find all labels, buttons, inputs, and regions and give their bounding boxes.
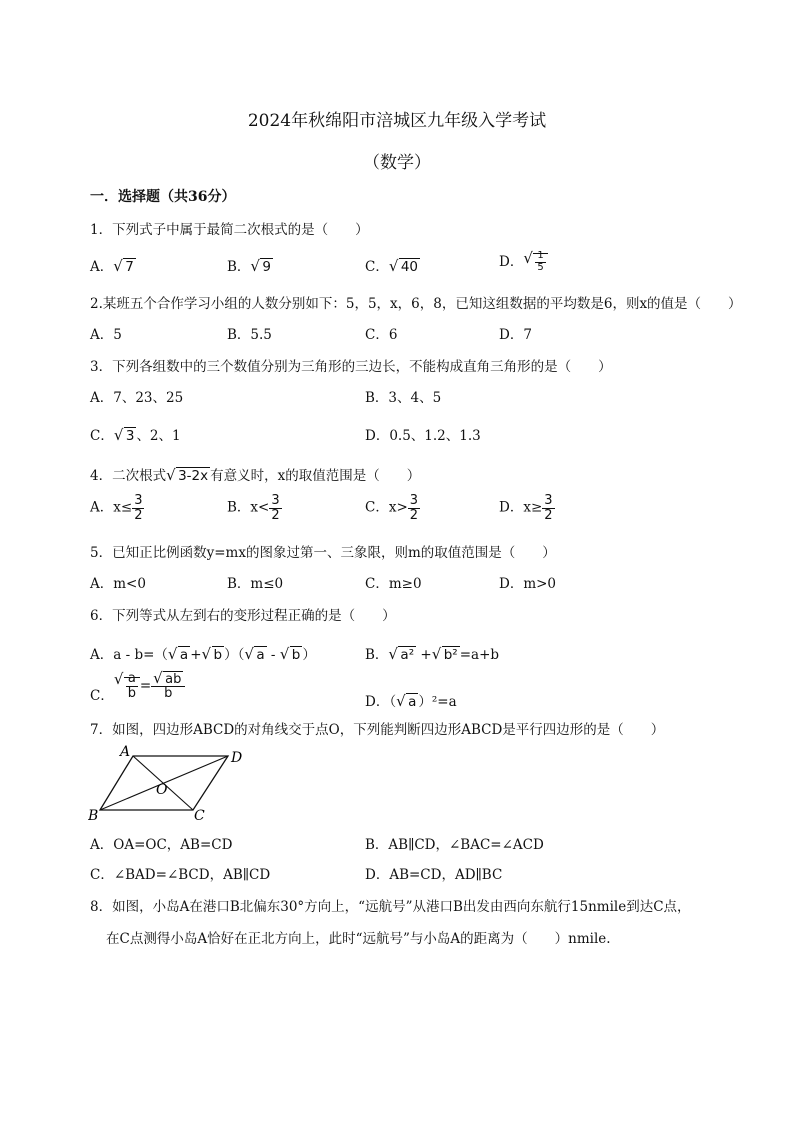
label-b: B [88, 808, 99, 822]
fraction: $\frac{3}{2}$ [134, 493, 143, 523]
radical: √ $\frac{1}{5}$ [523, 251, 547, 273]
exam-subject: （数学） [363, 153, 431, 173]
question-6-option-c[interactable]: C． √ $\frac{a}{b}$ = √ $\frac{ab}{b}$ [90, 672, 185, 704]
question-7-option-a[interactable]: A．OA=OC，AB=CD [90, 837, 233, 853]
question-1-stem: 1．下列式子中属于最简二次根式的是（ ） [90, 222, 369, 238]
question-6-option-a[interactable]: A．a - b=（√ a +√ b ）（√ a - √ b ） [90, 643, 316, 663]
question-5-option-c[interactable]: C．m≥0 [365, 576, 422, 592]
question-7-option-c[interactable]: C．∠BAD=∠BCD，AB∥CD [90, 867, 271, 883]
question-1-option-c[interactable]: C．√ 40 [365, 255, 420, 275]
question-4-stem: 4．二次根式√ 3-2x 有意义时，x的取值范围是（ ） [90, 464, 420, 484]
label-d: D [231, 750, 243, 766]
question-5-option-d[interactable]: D．m>0 [499, 576, 557, 592]
question-1-option-d[interactable]: D． √ $\frac{1}{5}$ [499, 250, 548, 273]
label-c: C [194, 808, 205, 822]
question-7-option-d[interactable]: D．AB=CD，AD∥BC [365, 867, 503, 883]
question-2-option-d[interactable]: D．7 [499, 327, 532, 343]
question-3-option-b[interactable]: B．3、4、5 [365, 390, 442, 406]
question-2-option-c[interactable]: C．6 [365, 327, 398, 343]
question-4-option-a[interactable]: A．x≤ $\frac{3}{2}$ [90, 493, 143, 523]
question-6-stem: 6．下列等式从左到右的变形过程正确的是（ ） [90, 608, 396, 624]
parallelogram-diagram [88, 742, 248, 822]
question-4-option-b[interactable]: B．x< $\frac{3}{2}$ [227, 493, 280, 523]
fraction: $\frac{3}{2}$ [271, 493, 280, 523]
question-3-option-d[interactable]: D．0.5、1.2、1.3 [365, 428, 481, 444]
question-5-option-a[interactable]: A．m<0 [90, 576, 146, 592]
radical: √ 3-2x [166, 468, 210, 484]
question-6-option-b[interactable]: B．√ a² +√ b² =a+b [365, 643, 499, 663]
question-5-option-b[interactable]: B．m≤0 [227, 576, 284, 592]
question-5-stem: 5．已知正比例函数y=mx的图象过第一、三象限，则m的取值范围是（ ） [90, 545, 556, 561]
question-4-option-d[interactable]: D．x≥ $\frac{3}{2}$ [499, 493, 553, 523]
question-1-option-b[interactable]: B．√ 9 [227, 255, 273, 275]
label-o: O [156, 782, 168, 798]
radical: √ 40 [389, 259, 420, 275]
question-3-option-a[interactable]: A．7、23、25 [90, 390, 184, 406]
radical: √ 9 [250, 259, 273, 275]
fraction: $\frac{3}{2}$ [544, 493, 553, 523]
question-1-option-a[interactable]: A．√ 7 [90, 255, 136, 275]
section-heading: 一．选择题（共36分） [90, 189, 236, 205]
question-2-option-a[interactable]: A．5 [90, 327, 122, 343]
label-a: A [120, 744, 131, 760]
question-3-stem: 3．下列各组数中的三个数值分别为三角形的三边长，不能构成直角三角形的是（ ） [90, 359, 612, 375]
question-4-option-c[interactable]: C．x> $\frac{3}{2}$ [365, 493, 419, 523]
question-8-line-1: 8．如图，小岛A在港口B北偏东30°方向上，“远航号”从港口B出发由西向东航行15nmile到达C点， [90, 899, 691, 915]
radical: √ 3 [114, 428, 137, 444]
question-2-stem: 2.某班五个合作学习小组的人数分别如下：5，5，x，6，8，已知这组数据的平均数是6，则x的值是（ ） [90, 296, 742, 312]
question-6-option-d[interactable]: D．（√ a ）²=a [365, 690, 457, 710]
question-2-option-b[interactable]: B．5.5 [227, 327, 272, 343]
question-8-line-2: 在C点测得小岛A恰好在正北方向上，此时“远航号”与小岛A的距离为（ ）nmile. [106, 931, 611, 947]
exam-title: 2024年秋绵阳市涪城区九年级入学考试 [247, 111, 547, 131]
radical: √ 7 [113, 259, 136, 275]
question-7-stem: 7．如图，四边形ABCD的对角线交于点O，下列能判断四边形ABCD是平行四边形的是（ ） [90, 722, 665, 738]
question-3-option-c[interactable]: C．√ 3 、2、1 [90, 424, 181, 444]
fraction: $\frac{3}{2}$ [409, 493, 419, 523]
question-7-option-b[interactable]: B．AB∥CD，∠BAC=∠ACD [365, 837, 544, 853]
